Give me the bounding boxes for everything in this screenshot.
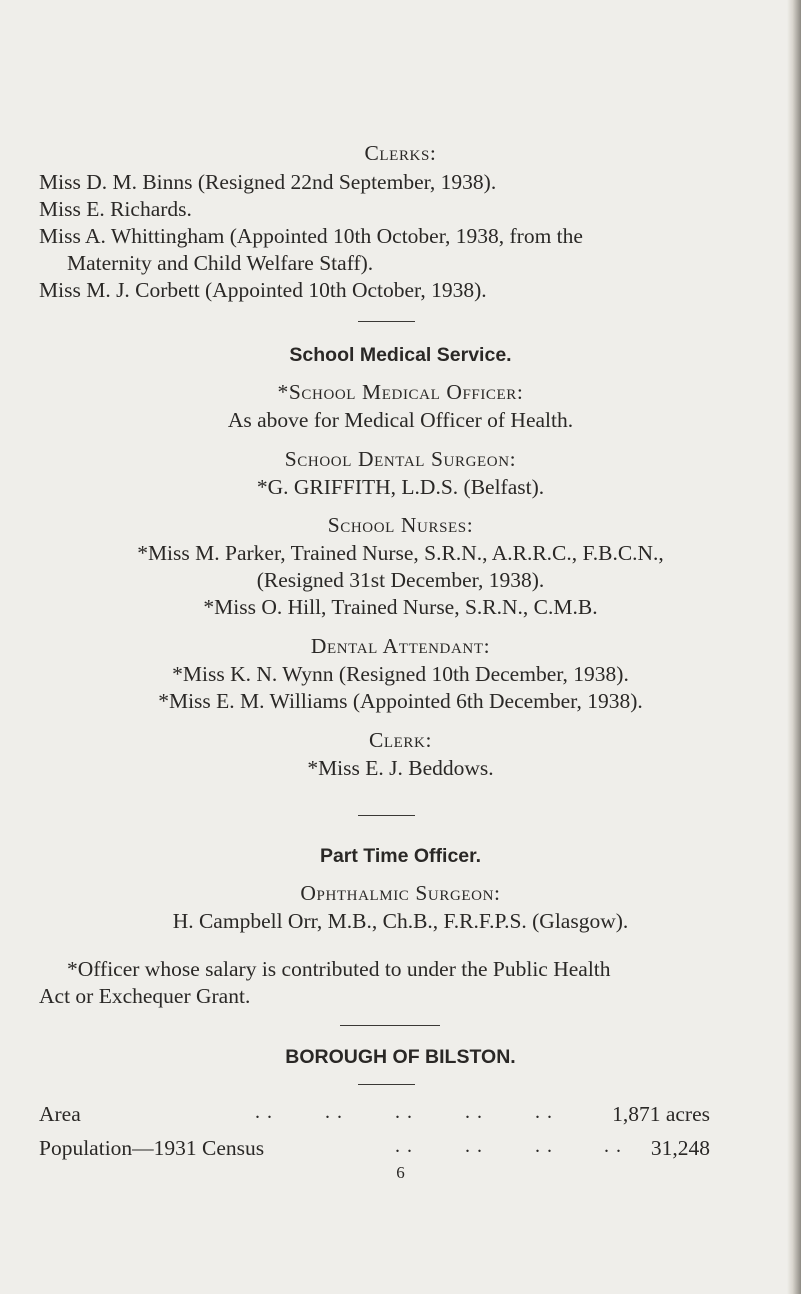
section-divider <box>358 1084 415 1085</box>
section-divider <box>358 321 415 322</box>
clerk-text: *Miss E. J. Beddows. <box>307 756 494 780</box>
dental-surgeon-heading: School Dental Surgeon: <box>284 447 517 471</box>
area-label: Area <box>39 1102 81 1126</box>
nurse-line-3: *Miss O. Hill, Trained Nurse, S.R.N., C.M.B. <box>203 595 598 619</box>
area-value: 1,871 acres <box>612 1102 710 1126</box>
ophthalmic-surgeon-heading: Ophthalmic Surgeon: <box>300 881 501 905</box>
dental-attendant-heading: Dental Attendant: <box>310 634 491 658</box>
footnote-line-2: Act or Exchequer Grant. <box>39 984 251 1008</box>
dental-attendant-line-2: *Miss E. M. Williams (Appointed 6th December, 1938). <box>158 689 643 713</box>
footnote-line-1: *Officer whose salary is contributed to under the Public Health <box>67 957 611 981</box>
dental-surgeon-text: *G. GRIFFITH, L.D.S. (Belfast). <box>256 475 545 499</box>
leader-dots: . . <box>255 1101 273 1123</box>
clerk-line-5: Miss M. J. Corbett (Appointed 10th October, 1938). <box>39 278 487 302</box>
leader-dots: . . <box>395 1101 413 1123</box>
page-number: 6 <box>396 1163 405 1182</box>
nurse-line-1: *Miss M. Parker, Trained Nurse, S.R.N., A.R.R.C., F.B.C.N., <box>137 541 664 565</box>
population-label: Population—1931 Census <box>39 1136 265 1160</box>
clerk-line-3: Miss A. Whittingham (Appointed 10th October, 1938, from the <box>39 224 583 248</box>
school-nurses-heading: School Nurses: <box>327 513 474 537</box>
dental-attendant-line-1: *Miss K. N. Wynn (Resigned 10th December, 1938). <box>172 662 629 686</box>
leader-dots: . . <box>535 1101 553 1123</box>
clerks-heading: Clerks: <box>364 141 437 165</box>
clerk-line-1: Miss D. M. Binns (Resigned 22nd September, 1938). <box>39 170 497 194</box>
borough-title: BOROUGH OF BILSTON. <box>285 1046 516 1068</box>
part-time-officer-title: Part Time Officer. <box>319 845 482 867</box>
section-divider <box>358 815 415 816</box>
ophthalmic-surgeon-text: H. Campbell Orr, M.B., Ch.B., F.R.F.P.S. (Glasgow). <box>172 909 629 933</box>
clerk-line-2: Miss E. Richards. <box>39 197 192 221</box>
leader-dots: . . <box>535 1135 553 1157</box>
medical-officer-text: As above for Medical Officer of Health. <box>227 408 574 432</box>
clerk-line-4: Maternity and Child Welfare Staff). <box>67 251 374 275</box>
section-divider <box>340 1025 440 1026</box>
medical-officer-heading: *School Medical Officer: <box>277 380 524 404</box>
leader-dots: . . <box>395 1135 413 1157</box>
population-value: 31,248 <box>650 1136 710 1160</box>
nurse-line-2: (Resigned 31st December, 1938). <box>256 568 545 592</box>
leader-dots: . . <box>465 1101 483 1123</box>
clerk-heading: Clerk: <box>368 728 433 752</box>
school-medical-service-title: School Medical Service. <box>289 344 512 366</box>
leader-dots: . . <box>465 1135 483 1157</box>
leader-dots: . . <box>604 1135 622 1157</box>
leader-dots: . . <box>325 1101 343 1123</box>
